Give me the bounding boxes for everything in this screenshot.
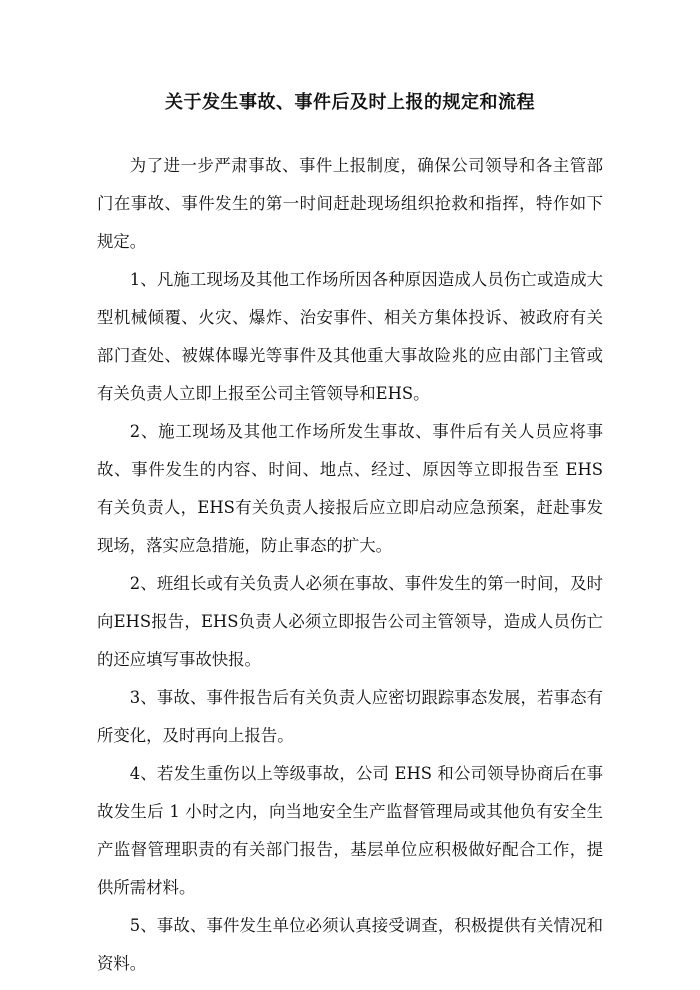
- document-title: 关于发生事故、事件后及时上报的规定和流程: [165, 92, 535, 113]
- paragraph-item-4: 4、若发生重伤以上等级事故，公司 EHS 和公司领导协商后在事故发生后 1 小时之内，向当地安全生产监督管理局或其他负有安全生产监督管理职责的有关部门报告，基层单位应积极做好配合工作，提供所需材料。: [97, 764, 603, 897]
- document-body: [97, 147, 603, 983]
- paragraph-item-2: 2、施工现场及其他工作场所发生事故、事件后有关人员应将事故、事件发生的内容、时间、地点、经过、原因等立即报告至 EHS 有关负责人，EHS有关负责人接报后应立即启动应急预案，赶赴事发现场，落实应急措施，防止事态的扩大。: [97, 422, 603, 555]
- paragraph-item-1: 1、凡施工现场及其他工作场所因各种原因造成人员伤亡或造成大型机械倾覆、火灾、爆炸、治安事件、相关方集体投诉、被政府有关部门查处、被媒体曝光等事件及其他重大事故险兆的应由部门主管或有关负责人立即上报至公司主管领导和EHS。: [97, 270, 603, 403]
- paragraph-intro: 为了进一步严肃事故、事件上报制度，确保公司领导和各主管部门在事故、事件发生的第一时间赶赴现场组织抢救和指挥，特作如下规定。: [97, 156, 603, 251]
- paragraph-item-5: 5、事故、事件发生单位必须认真接受调查，积极提供有关情况和资料。: [97, 916, 603, 973]
- paragraph-item-2b: 2、班组长或有关负责人必须在事故、事件发生的第一时间，及时向EHS报告，EHS负责人必须立即报告公司主管领导，造成人员伤亡的还应填写事故快报。: [97, 574, 603, 669]
- paragraph-item-3: 3、事故、事件报告后有关负责人应密切跟踪事态发展，若事态有所变化，及时再向上报告。: [97, 688, 603, 745]
